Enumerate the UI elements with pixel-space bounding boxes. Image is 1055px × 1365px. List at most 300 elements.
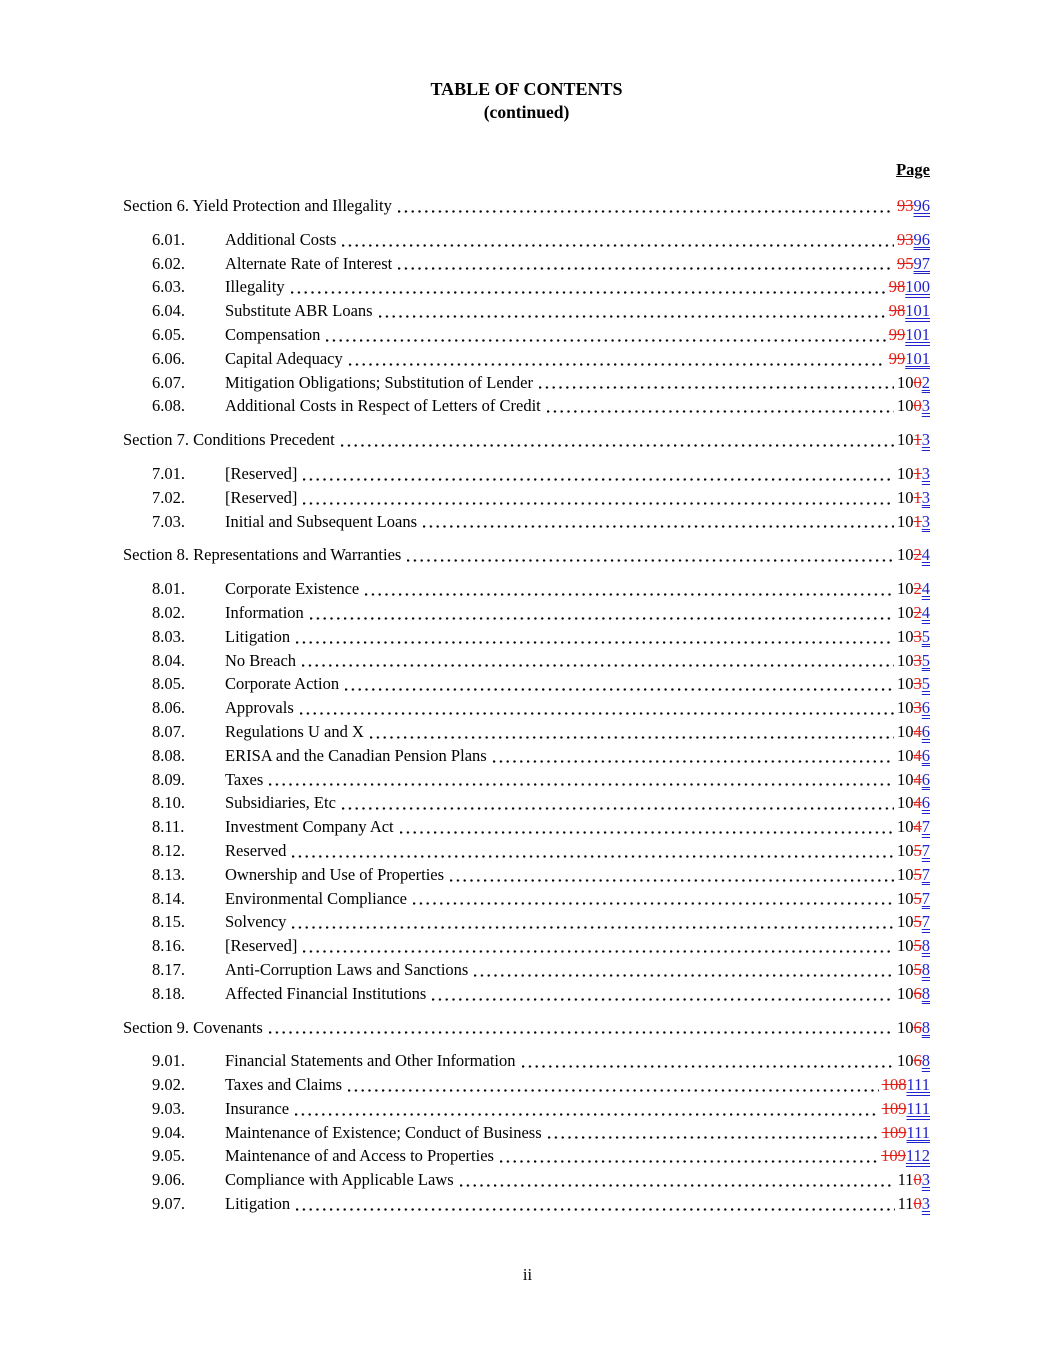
toc-entry-title: Initial and Subsequent Loans bbox=[225, 511, 418, 531]
page-number-inserted: 96 bbox=[913, 229, 930, 249]
table-of-contents bbox=[123, 194, 930, 1216]
toc-entry-page bbox=[897, 815, 930, 839]
toc-entry bbox=[123, 934, 930, 958]
dot-leader bbox=[407, 559, 894, 562]
dot-leader bbox=[269, 783, 894, 786]
toc-entry-number: 8.10. bbox=[152, 793, 185, 813]
page-number-unchanged: 10 bbox=[897, 511, 914, 531]
toc-entry-page bbox=[897, 696, 930, 720]
toc-entry-page bbox=[897, 934, 930, 958]
page-column-header-row bbox=[123, 158, 930, 182]
toc-entry bbox=[123, 510, 930, 534]
toc-entry-number: 6.02. bbox=[152, 253, 185, 273]
dot-leader bbox=[292, 926, 894, 929]
dot-leader bbox=[400, 831, 894, 834]
toc-entry-title: Illegality bbox=[225, 277, 285, 297]
dot-leader bbox=[398, 267, 894, 270]
toc-entry-page bbox=[889, 347, 930, 371]
toc-entry-page bbox=[882, 1121, 930, 1145]
toc-entry bbox=[123, 252, 930, 276]
page-number-inserted: 3 bbox=[921, 463, 930, 483]
toc-entry bbox=[123, 649, 930, 673]
toc-entry-page bbox=[897, 958, 930, 982]
page-number-deleted: 2 bbox=[913, 579, 922, 599]
toc-entry bbox=[123, 982, 930, 1006]
page-number-deleted: 1 bbox=[913, 487, 922, 507]
page-number-deleted: 1 bbox=[913, 430, 922, 450]
page-number-deleted: 5 bbox=[913, 840, 922, 860]
dot-leader bbox=[500, 1160, 878, 1163]
toc-entry-page bbox=[897, 194, 930, 218]
toc-entry-title: ERISA and the Canadian Pension Plans bbox=[225, 745, 487, 765]
page-number-deleted: 2 bbox=[913, 545, 922, 565]
page-number-inserted: 101 bbox=[905, 301, 930, 321]
page-number-inserted: 7 bbox=[921, 817, 930, 837]
toc-entry-number: 9.03. bbox=[152, 1098, 185, 1118]
page-number-deleted: 5 bbox=[913, 959, 922, 979]
dot-leader bbox=[291, 291, 886, 294]
page-number-deleted: 98 bbox=[888, 301, 906, 321]
dot-leader bbox=[296, 641, 894, 644]
toc-entry-number: 7.03. bbox=[152, 511, 185, 531]
dot-leader bbox=[302, 664, 894, 667]
toc-entry bbox=[123, 347, 930, 371]
page-number-unchanged: 10 bbox=[897, 626, 914, 646]
page-number-unchanged: 10 bbox=[897, 1017, 914, 1037]
toc-entry-title: Reserved bbox=[225, 840, 287, 860]
page-number-unchanged: 10 bbox=[897, 698, 914, 718]
page-number-unchanged: 10 bbox=[897, 959, 914, 979]
dot-leader bbox=[493, 760, 894, 763]
document-header bbox=[123, 78, 930, 124]
page-number-deleted: 4 bbox=[913, 721, 922, 741]
toc-entry-number: 8.02. bbox=[152, 602, 185, 622]
dot-leader bbox=[450, 879, 894, 882]
toc-entry-page bbox=[889, 323, 930, 347]
page-number-unchanged: 10 bbox=[897, 721, 914, 741]
page-number-inserted: 3 bbox=[921, 511, 930, 531]
toc-entry-page bbox=[897, 486, 930, 510]
page-number-unchanged: 10 bbox=[897, 487, 914, 507]
page-number-inserted: 101 bbox=[905, 324, 930, 344]
toc-entry-page bbox=[897, 252, 930, 276]
page-number-unchanged: 10 bbox=[897, 793, 914, 813]
toc-entry-number: 6.06. bbox=[152, 348, 185, 368]
page-number-unchanged: 10 bbox=[897, 674, 914, 694]
toc-entry-page bbox=[898, 1192, 930, 1216]
toc-entry bbox=[123, 887, 930, 911]
page-number-inserted: 4 bbox=[921, 579, 930, 599]
toc-entry-title: Ownership and Use of Properties bbox=[225, 864, 445, 884]
dot-leader bbox=[379, 315, 886, 318]
page-number-deleted: 93 bbox=[897, 229, 914, 249]
page-number-deleted: 4 bbox=[913, 817, 922, 837]
document-subtitle: (continued) bbox=[483, 102, 570, 122]
page-number-deleted: 3 bbox=[913, 674, 922, 694]
toc-section-heading bbox=[123, 428, 930, 452]
page-number-deleted: 99 bbox=[888, 348, 906, 368]
page-number-unchanged: 10 bbox=[897, 983, 914, 1003]
toc-entry-page bbox=[897, 839, 930, 863]
page-number-unchanged: 10 bbox=[897, 745, 914, 765]
toc-entry-page bbox=[897, 649, 930, 673]
toc-section-heading bbox=[123, 1016, 930, 1040]
toc-section-heading bbox=[123, 543, 930, 567]
page-number-unchanged: 10 bbox=[897, 372, 914, 392]
toc-entry-number: 8.08. bbox=[152, 745, 185, 765]
toc-entry-page bbox=[882, 1097, 930, 1121]
toc-entry-page bbox=[889, 275, 930, 299]
toc-entry bbox=[123, 1144, 930, 1168]
page-number-unchanged: 10 bbox=[897, 602, 914, 622]
toc-entry bbox=[123, 577, 930, 601]
page-number-deleted: 6 bbox=[913, 1017, 922, 1037]
dot-leader bbox=[522, 1065, 894, 1068]
toc-entry-number: 7.02. bbox=[152, 487, 185, 507]
toc-entry bbox=[123, 1073, 930, 1097]
page-number-deleted: 5 bbox=[913, 912, 922, 932]
page-number-unchanged: 10 bbox=[897, 545, 914, 565]
dot-leader bbox=[326, 339, 885, 342]
toc-entry-page bbox=[881, 1144, 930, 1168]
page-number-deleted: 3 bbox=[913, 650, 922, 670]
page-number-unchanged: 10 bbox=[897, 769, 914, 789]
toc-entry-title: [Reserved] bbox=[225, 936, 298, 956]
page-number-deleted: 98 bbox=[888, 277, 906, 297]
toc-entry bbox=[123, 462, 930, 486]
page-number-deleted: 0 bbox=[913, 396, 922, 416]
toc-entry-number: 9.05. bbox=[152, 1146, 185, 1166]
toc-entry-number: 9.04. bbox=[152, 1122, 185, 1142]
toc-entry-title: Section 9. Covenants bbox=[123, 1017, 263, 1037]
toc-entry-title: Environmental Compliance bbox=[225, 888, 407, 908]
page-number-deleted: 5 bbox=[913, 936, 922, 956]
page-column-label: Page bbox=[896, 160, 930, 179]
toc-entry-page bbox=[897, 1016, 930, 1040]
page-number-unchanged: 10 bbox=[897, 888, 914, 908]
toc-entry-title: Taxes bbox=[225, 769, 264, 789]
toc-entry-number: 9.02. bbox=[152, 1075, 185, 1095]
page-number-inserted: 6 bbox=[921, 721, 930, 741]
page-number-unchanged: 10 bbox=[897, 430, 914, 450]
dot-leader bbox=[292, 855, 894, 858]
page-number-deleted: 4 bbox=[913, 793, 922, 813]
page-number-deleted: 6 bbox=[913, 1051, 922, 1071]
toc-entry-number: 8.17. bbox=[152, 959, 185, 979]
toc-section bbox=[123, 543, 930, 1005]
page-number-deleted: 1 bbox=[913, 511, 922, 531]
page-number-inserted: 8 bbox=[921, 959, 930, 979]
toc-entry-number: 8.18. bbox=[152, 983, 185, 1003]
toc-entry bbox=[123, 323, 930, 347]
dot-leader bbox=[296, 1208, 895, 1211]
page-number-unchanged: 10 bbox=[897, 579, 914, 599]
toc-entry bbox=[123, 1192, 930, 1216]
dot-leader bbox=[342, 807, 894, 810]
dot-leader bbox=[365, 593, 894, 596]
page-number-inserted: 97 bbox=[913, 253, 930, 273]
toc-entry bbox=[123, 744, 930, 768]
toc-entry-title: Regulations U and X bbox=[225, 721, 364, 741]
page-number-inserted: 4 bbox=[921, 545, 930, 565]
toc-entry bbox=[123, 371, 930, 395]
toc-entry-number: 8.09. bbox=[152, 769, 185, 789]
toc-entry-page bbox=[897, 510, 930, 534]
page-number-unchanged: 10 bbox=[897, 864, 914, 884]
toc-entry-title: Maintenance of Existence; Conduct of Business bbox=[225, 1122, 542, 1142]
toc-entry-number: 8.16. bbox=[152, 936, 185, 956]
page-number-deleted: 0 bbox=[913, 372, 922, 392]
document-title: TABLE OF CONTENTS bbox=[430, 79, 623, 99]
page-number-unchanged: 10 bbox=[897, 912, 914, 932]
toc-entry-number: 6.07. bbox=[152, 372, 185, 392]
page-number-deleted: 3 bbox=[913, 626, 922, 646]
toc-entry-page bbox=[897, 672, 930, 696]
toc-entry-page bbox=[882, 1073, 930, 1097]
toc-entry-number: 8.07. bbox=[152, 721, 185, 741]
toc-entry bbox=[123, 672, 930, 696]
page-number-deleted: 109 bbox=[881, 1122, 907, 1142]
toc-entry-title: Anti-Corruption Laws and Sanctions bbox=[225, 959, 469, 979]
toc-entry bbox=[123, 1168, 930, 1192]
toc-entry-title: Investment Company Act bbox=[225, 817, 394, 837]
toc-entry bbox=[123, 768, 930, 792]
page-number-inserted: 3 bbox=[921, 430, 930, 450]
page-number-unchanged: 10 bbox=[897, 463, 914, 483]
page-number-inserted: 8 bbox=[921, 936, 930, 956]
toc-entry bbox=[123, 720, 930, 744]
toc-entry-page bbox=[897, 744, 930, 768]
toc-section bbox=[123, 428, 930, 533]
toc-entry-title: Solvency bbox=[225, 912, 287, 932]
page-number-unchanged: 10 bbox=[897, 396, 914, 416]
page-number-deleted: 109 bbox=[881, 1098, 907, 1118]
page-number-inserted: 112 bbox=[905, 1146, 930, 1166]
toc-entry-page bbox=[897, 462, 930, 486]
dot-leader bbox=[423, 525, 894, 528]
page-number-deleted: 2 bbox=[913, 602, 922, 622]
toc-entry bbox=[123, 1049, 930, 1073]
page-number-inserted: 3 bbox=[921, 487, 930, 507]
toc-entry-number: 8.06. bbox=[152, 698, 185, 718]
page-number-deleted: 1 bbox=[913, 463, 922, 483]
toc-entry bbox=[123, 625, 930, 649]
toc-entry bbox=[123, 815, 930, 839]
toc-entry-page bbox=[898, 1168, 930, 1192]
toc-entry-title: Mitigation Obligations; Substitution of Lender bbox=[225, 372, 533, 392]
toc-entry-number: 6.03. bbox=[152, 277, 185, 297]
page-number-inserted: 5 bbox=[921, 650, 930, 670]
page-number-inserted: 2 bbox=[921, 372, 930, 392]
dot-leader bbox=[303, 478, 894, 481]
dot-leader bbox=[303, 502, 894, 505]
toc-entry-page bbox=[897, 791, 930, 815]
toc-entry bbox=[123, 696, 930, 720]
toc-entry bbox=[123, 910, 930, 934]
page-number-inserted: 8 bbox=[921, 983, 930, 1003]
toc-entry bbox=[123, 601, 930, 625]
page-number-deleted: 6 bbox=[913, 983, 922, 1003]
toc-entry bbox=[123, 228, 930, 252]
toc-entry-title: Taxes and Claims bbox=[225, 1075, 343, 1095]
page-number-deleted: 3 bbox=[913, 698, 922, 718]
toc-entry bbox=[123, 275, 930, 299]
page-number-unchanged: 11 bbox=[897, 1170, 914, 1190]
toc-entry-number: 8.12. bbox=[152, 840, 185, 860]
toc-entry-page bbox=[897, 982, 930, 1006]
page-number-deleted: 109 bbox=[881, 1146, 906, 1166]
toc-entry-number: 8.03. bbox=[152, 626, 185, 646]
toc-entry-number: 9.01. bbox=[152, 1051, 185, 1071]
page-number-inserted: 7 bbox=[921, 888, 930, 908]
page-number-inserted: 111 bbox=[906, 1098, 930, 1118]
toc-entry-title: No Breach bbox=[225, 650, 297, 670]
dot-leader bbox=[348, 1089, 879, 1092]
toc-entry-title: Subsidiaries, Etc bbox=[225, 793, 336, 813]
dot-leader bbox=[269, 1031, 894, 1034]
toc-entry-title: Compliance with Applicable Laws bbox=[225, 1170, 454, 1190]
toc-entry-title: Litigation bbox=[225, 1194, 291, 1214]
toc-entry-title: Additional Costs bbox=[225, 229, 337, 249]
toc-entry-title: Capital Adequacy bbox=[225, 348, 343, 368]
toc-entry-number: 8.11. bbox=[152, 817, 185, 837]
dot-leader bbox=[547, 410, 894, 413]
page-number-inserted: 111 bbox=[906, 1122, 930, 1142]
page-number-deleted: 4 bbox=[913, 769, 922, 789]
toc-entry-number: 6.04. bbox=[152, 301, 185, 321]
page-number-inserted: 6 bbox=[921, 745, 930, 765]
page-number-inserted: 3 bbox=[921, 1194, 930, 1214]
toc-entry-page bbox=[897, 394, 930, 418]
dot-leader bbox=[398, 210, 894, 213]
toc-entry-page bbox=[897, 601, 930, 625]
toc-entry-title: Additional Costs in Respect of Letters of Credit bbox=[225, 396, 541, 416]
toc-entry-number: 6.05. bbox=[152, 324, 185, 344]
dot-leader bbox=[349, 363, 886, 366]
toc-entry-title: Compensation bbox=[225, 324, 321, 344]
page-number-inserted: 6 bbox=[921, 698, 930, 718]
dot-leader bbox=[300, 712, 894, 715]
toc-entry bbox=[123, 486, 930, 510]
toc-entry-number: 6.08. bbox=[152, 396, 185, 416]
toc-section-heading bbox=[123, 194, 930, 218]
dot-leader bbox=[539, 386, 894, 389]
page-number-deleted: 95 bbox=[897, 253, 914, 273]
page-number-unchanged: 10 bbox=[897, 650, 914, 670]
page-number-inserted: 4 bbox=[921, 602, 930, 622]
toc-entry-number: 8.15. bbox=[152, 912, 185, 932]
page-number-unchanged: 10 bbox=[897, 817, 914, 837]
toc-entry-title: Section 7. Conditions Precedent bbox=[123, 430, 335, 450]
dot-leader bbox=[303, 950, 894, 953]
toc-entry-title: Financial Statements and Other Information bbox=[225, 1051, 516, 1071]
toc-entry-number: 6.01. bbox=[152, 229, 185, 249]
dot-leader bbox=[413, 902, 894, 905]
toc-entry-page bbox=[889, 299, 930, 323]
page-number-deleted: 4 bbox=[913, 745, 922, 765]
dot-leader bbox=[548, 1136, 879, 1139]
toc-entry-number: 8.04. bbox=[152, 650, 185, 670]
toc-entry bbox=[123, 839, 930, 863]
toc-entry-title: Corporate Action bbox=[225, 674, 340, 694]
toc-entry-page bbox=[897, 910, 930, 934]
toc-entry-title: Affected Financial Institutions bbox=[225, 983, 427, 1003]
page-number-inserted: 6 bbox=[921, 793, 930, 813]
toc-entry-page bbox=[897, 1049, 930, 1073]
page-number-deleted: 99 bbox=[888, 324, 906, 344]
dot-leader bbox=[310, 617, 894, 620]
toc-entry bbox=[123, 1121, 930, 1145]
dot-leader bbox=[341, 444, 894, 447]
toc-entry bbox=[123, 791, 930, 815]
toc-entry bbox=[123, 863, 930, 887]
toc-entry-page bbox=[897, 768, 930, 792]
toc-entry-page bbox=[897, 228, 930, 252]
toc-entry bbox=[123, 394, 930, 418]
dot-leader bbox=[474, 974, 894, 977]
page-number-inserted: 96 bbox=[913, 196, 930, 215]
page-number-inserted: 111 bbox=[906, 1075, 930, 1095]
page-number-inserted: 5 bbox=[921, 674, 930, 694]
toc-entry-number: 8.05. bbox=[152, 674, 185, 694]
dot-leader bbox=[460, 1184, 895, 1187]
page-number-inserted: 7 bbox=[921, 912, 930, 932]
dot-leader bbox=[342, 244, 894, 247]
toc-entry-title: [Reserved] bbox=[225, 487, 298, 507]
page-number-inserted: 8 bbox=[921, 1051, 930, 1071]
toc-entry-title: Corporate Existence bbox=[225, 579, 360, 599]
page-number-deleted: 5 bbox=[913, 864, 922, 884]
toc-entry-page bbox=[897, 543, 930, 567]
page-number-deleted: 108 bbox=[881, 1075, 907, 1095]
toc-entry-page bbox=[897, 863, 930, 887]
toc-entry-title: Maintenance of and Access to Properties bbox=[225, 1146, 494, 1166]
toc-entry-title: Information bbox=[225, 602, 304, 622]
page-number-unchanged: 10 bbox=[897, 840, 914, 860]
toc-entry-title: Section 8. Representations and Warranties bbox=[123, 545, 402, 565]
toc-entry-number: 8.14. bbox=[152, 888, 185, 908]
toc-entry-number: 9.07. bbox=[152, 1194, 185, 1214]
toc-entry-page bbox=[897, 625, 930, 649]
page-number-deleted: 93 bbox=[897, 196, 914, 215]
toc-entry-title: Section 6. Yield Protection and Illegality bbox=[123, 196, 392, 215]
toc-entry-page bbox=[897, 428, 930, 452]
toc-entry-title: Insurance bbox=[225, 1098, 290, 1118]
toc-section bbox=[123, 194, 930, 418]
page-number-deleted: 5 bbox=[913, 888, 922, 908]
toc-entry-title: Substitute ABR Loans bbox=[225, 301, 373, 321]
toc-entry-page bbox=[897, 371, 930, 395]
dot-leader bbox=[370, 736, 894, 739]
page-number-unchanged: 10 bbox=[897, 1051, 914, 1071]
page-number-deleted: 0 bbox=[913, 1170, 922, 1190]
toc-entry-title: [Reserved] bbox=[225, 463, 298, 483]
dot-leader bbox=[295, 1113, 879, 1116]
toc-entry bbox=[123, 299, 930, 323]
page-number-inserted: 3 bbox=[921, 396, 930, 416]
page-number-inserted: 6 bbox=[921, 769, 930, 789]
page-number-inserted: 5 bbox=[921, 626, 930, 646]
page-number-inserted: 100 bbox=[905, 277, 930, 297]
toc-entry-page bbox=[897, 720, 930, 744]
dot-leader bbox=[345, 688, 894, 691]
toc-entry-title: Approvals bbox=[225, 698, 294, 718]
toc-entry-page bbox=[897, 887, 930, 911]
toc-entry-number: 8.01. bbox=[152, 579, 185, 599]
toc-entry-title: Alternate Rate of Interest bbox=[225, 253, 393, 273]
page-number-unchanged: 11 bbox=[897, 1194, 914, 1214]
page-number-inserted: 7 bbox=[921, 864, 930, 884]
